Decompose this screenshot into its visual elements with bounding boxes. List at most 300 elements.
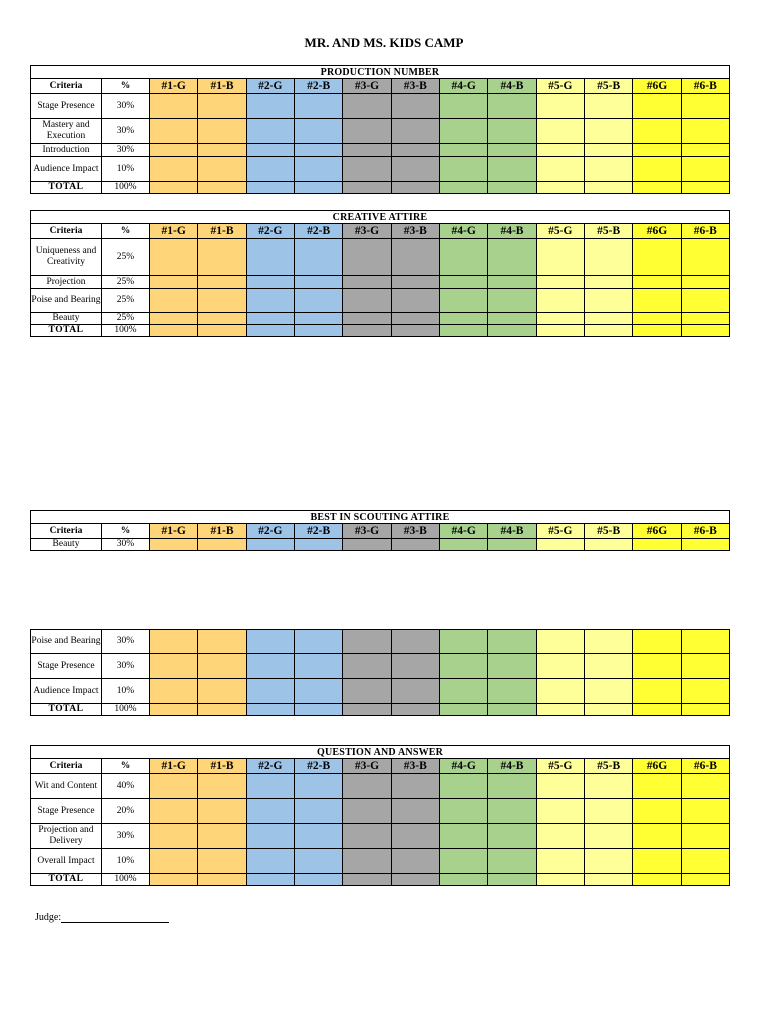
score-cell[interactable] [294,94,342,119]
score-cell[interactable] [536,119,584,144]
header-row [31,224,730,239]
score-cell[interactable] [343,144,391,157]
score-cell[interactable] [150,325,198,337]
score-cell[interactable] [584,144,632,157]
contestant-header: #2-G [246,224,294,239]
score-cell[interactable] [198,94,246,119]
score-cell[interactable] [343,704,391,716]
score-cell[interactable] [439,679,487,704]
score-cell[interactable] [584,276,632,289]
score-cell[interactable] [584,704,632,716]
score-cell[interactable] [681,289,729,313]
contestant-header: #4-B [488,759,536,774]
score-cell[interactable] [198,144,246,157]
score-cell[interactable] [198,182,246,194]
percent-cell: 30% [102,654,150,679]
score-cell[interactable] [439,157,487,182]
score-cell[interactable] [343,539,391,551]
score-cell[interactable] [150,774,198,799]
table-row-total [31,325,730,337]
score-cell[interactable] [343,774,391,799]
score-cell[interactable] [246,239,294,276]
contestant-header: #5-B [584,524,632,539]
score-cell[interactable] [488,182,536,194]
score-cell[interactable] [391,774,439,799]
score-cell[interactable] [633,824,681,849]
score-cell[interactable] [584,630,632,654]
score-cell[interactable] [633,144,681,157]
score-cell[interactable] [488,849,536,874]
score-cell[interactable] [681,679,729,704]
score-cell[interactable] [536,94,584,119]
score-cell[interactable] [488,313,536,325]
contestant-header: #4-G [439,224,487,239]
score-cell[interactable] [633,276,681,289]
score-cell[interactable] [246,874,294,886]
score-cell[interactable] [391,313,439,325]
score-cell[interactable] [439,276,487,289]
score-cell[interactable] [246,654,294,679]
score-cell[interactable] [343,654,391,679]
score-cell[interactable] [246,276,294,289]
score-cell[interactable] [584,539,632,551]
score-cell[interactable] [198,539,246,551]
score-cell[interactable] [294,144,342,157]
score-cell[interactable] [246,824,294,849]
score-cell[interactable] [488,679,536,704]
score-cell[interactable] [294,313,342,325]
score-cell[interactable] [681,849,730,874]
score-cell[interactable] [681,94,729,119]
table-row [31,774,730,799]
score-cell[interactable] [343,849,391,874]
percent-header: % [102,759,150,774]
score-cell[interactable] [488,539,536,551]
score-cell[interactable] [150,239,198,276]
score-cell[interactable] [633,704,681,716]
score-cell[interactable] [294,325,342,337]
score-cell[interactable] [198,704,246,716]
score-cell[interactable] [198,654,246,679]
score-cell[interactable] [584,119,632,144]
score-cell[interactable] [198,276,246,289]
score-cell[interactable] [343,289,391,313]
score-table-creative-attire [30,210,730,337]
score-cell[interactable] [198,874,246,886]
contestant-header: #6G [633,79,681,94]
score-cell[interactable] [439,704,487,716]
score-cell[interactable] [150,182,198,194]
score-cell[interactable] [584,182,632,194]
score-cell[interactable] [681,313,729,325]
score-cell[interactable] [150,679,198,704]
score-cell[interactable] [294,874,342,886]
header-row [31,759,730,774]
score-cell[interactable] [246,799,294,824]
score-cell[interactable] [198,799,246,824]
score-cell[interactable] [633,799,681,824]
score-cell[interactable] [536,654,584,679]
score-cell[interactable] [488,774,536,799]
score-cell[interactable] [246,182,294,194]
score-cell[interactable] [391,289,439,313]
score-cell[interactable] [150,276,198,289]
score-cell[interactable] [198,313,246,325]
score-cell[interactable] [150,704,198,716]
score-cell[interactable] [150,157,198,182]
table-row [31,239,730,276]
table-row [31,630,730,654]
criteria-cell: TOTAL [31,182,102,194]
score-cell[interactable] [439,774,487,799]
score-cell[interactable] [391,94,439,119]
score-cell[interactable] [246,289,294,313]
contestant-header: #4-G [439,79,487,94]
score-cell[interactable] [294,157,342,182]
section-caption: CREATIVE ATTIRE [31,211,730,224]
table-row [31,539,730,551]
score-cell[interactable] [246,679,294,704]
score-cell[interactable] [391,119,439,144]
score-cell[interactable] [633,119,681,144]
score-cell[interactable] [536,276,584,289]
criteria-cell: Stage Presence [31,654,102,679]
score-cell[interactable] [488,144,536,157]
score-cell[interactable] [246,119,294,144]
score-cell[interactable] [198,239,246,276]
score-cell[interactable] [536,289,584,313]
score-cell[interactable] [391,630,439,654]
score-cell[interactable] [150,144,198,157]
score-cell[interactable] [439,874,487,886]
contestant-header: #3-B [391,759,439,774]
contestant-header: #6-B [681,524,729,539]
score-cell[interactable] [633,849,681,874]
score-cell[interactable] [294,182,342,194]
score-cell[interactable] [246,630,294,654]
score-cell[interactable] [246,325,294,337]
score-cell[interactable] [198,824,246,849]
score-cell[interactable] [150,799,198,824]
score-cell[interactable] [439,630,487,654]
score-cell[interactable] [343,157,391,182]
score-cell[interactable] [681,325,729,337]
score-cell[interactable] [198,849,246,874]
score-cell[interactable] [150,289,198,313]
criteria-header: Criteria [31,79,102,94]
score-cell[interactable] [294,630,342,654]
contestant-header: #2-G [246,759,294,774]
score-cell[interactable] [439,239,487,276]
score-cell[interactable] [488,874,536,886]
score-cell[interactable] [294,289,342,313]
score-cell[interactable] [198,630,246,654]
score-cell[interactable] [488,824,536,849]
score-cell[interactable] [391,849,439,874]
percent-cell: 100% [102,874,150,886]
percent-cell: 30% [102,539,150,551]
score-cell[interactable] [150,874,198,886]
score-cell[interactable] [536,239,584,276]
percent-cell: 10% [102,849,150,874]
score-cell[interactable] [488,276,536,289]
score-cell[interactable] [681,630,729,654]
criteria-cell: Beauty [31,313,102,325]
score-cell[interactable] [294,539,342,551]
score-cell[interactable] [633,313,681,325]
score-cell[interactable] [439,824,487,849]
score-cell[interactable] [536,144,584,157]
contestant-header: #1-B [198,759,246,774]
score-cell[interactable] [246,849,294,874]
score-cell[interactable] [536,679,584,704]
score-cell[interactable] [439,799,487,824]
page-title: MR. AND MS. KIDS CAMP [304,35,464,50]
score-cell[interactable] [150,630,198,654]
score-cell[interactable] [488,704,536,716]
score-cell[interactable] [343,824,391,849]
score-cell[interactable] [584,774,632,799]
score-cell[interactable] [584,239,632,276]
contestant-header: #5-B [584,224,632,239]
score-cell[interactable] [633,239,681,276]
score-cell[interactable] [294,704,342,716]
score-cell[interactable] [633,874,681,886]
score-cell[interactable] [488,799,536,824]
score-cell[interactable] [439,654,487,679]
score-cell[interactable] [439,849,487,874]
score-cell[interactable] [294,849,342,874]
score-cell[interactable] [488,325,536,337]
score-cell[interactable] [343,276,391,289]
score-cell[interactable] [681,824,730,849]
score-cell[interactable] [584,325,632,337]
score-cell[interactable] [681,774,730,799]
score-cell[interactable] [343,182,391,194]
criteria-cell: Introduction [31,144,102,157]
score-cell[interactable] [294,276,342,289]
score-cell[interactable] [150,824,198,849]
score-cell[interactable] [488,119,536,144]
score-cell[interactable] [439,289,487,313]
score-cell[interactable] [633,774,681,799]
score-cell[interactable] [391,799,439,824]
score-cell[interactable] [633,539,681,551]
score-cell[interactable] [294,654,342,679]
score-cell[interactable] [246,94,294,119]
score-cell[interactable] [681,239,729,276]
contestant-header: #1-G [150,79,198,94]
contestant-header: #3-B [391,79,439,94]
score-cell[interactable] [536,325,584,337]
score-cell[interactable] [391,325,439,337]
score-cell[interactable] [536,157,584,182]
score-cell[interactable] [150,94,198,119]
score-cell[interactable] [246,539,294,551]
score-cell[interactable] [536,824,584,849]
score-cell[interactable] [246,774,294,799]
score-cell[interactable] [439,119,487,144]
contestant-header: #6-B [681,224,729,239]
score-cell[interactable] [681,144,729,157]
score-cell[interactable] [246,704,294,716]
score-cell[interactable] [633,654,681,679]
score-cell[interactable] [488,289,536,313]
score-cell[interactable] [536,799,584,824]
score-cell[interactable] [391,144,439,157]
score-cell[interactable] [536,849,584,874]
score-cell[interactable] [343,325,391,337]
score-cell[interactable] [391,239,439,276]
score-cell[interactable] [198,119,246,144]
score-cell[interactable] [198,774,246,799]
score-cell[interactable] [536,874,584,886]
score-cell[interactable] [584,799,632,824]
score-cell[interactable] [633,182,681,194]
score-cell[interactable] [536,313,584,325]
score-cell[interactable] [391,679,439,704]
score-cell[interactable] [391,704,439,716]
percent-cell: 30% [102,824,150,849]
score-cell[interactable] [294,119,342,144]
score-cell[interactable] [294,799,342,824]
score-cell[interactable] [439,94,487,119]
score-cell[interactable] [198,679,246,704]
criteria-cell: Projection and Delivery [31,824,102,849]
score-cell[interactable] [584,157,632,182]
score-cell[interactable] [584,654,632,679]
score-cell[interactable] [391,157,439,182]
score-cell[interactable] [681,157,729,182]
score-cell[interactable] [391,824,439,849]
score-cell[interactable] [488,654,536,679]
contestant-header: #5-B [584,79,632,94]
contestant-header: #6G [633,759,681,774]
percent-header: % [102,79,150,94]
table-row [31,289,730,313]
score-cell[interactable] [488,630,536,654]
table-row [31,824,730,849]
score-cell[interactable] [150,539,198,551]
score-cell[interactable] [198,289,246,313]
score-cell[interactable] [391,276,439,289]
percent-cell: 40% [102,774,150,799]
score-cell[interactable] [584,679,632,704]
score-cell[interactable] [246,157,294,182]
score-cell[interactable] [150,313,198,325]
score-cell[interactable] [536,774,584,799]
score-cell[interactable] [343,94,391,119]
header-row [31,524,730,539]
score-cell[interactable] [294,824,342,849]
contestant-header: #1-G [150,524,198,539]
score-cell[interactable] [633,157,681,182]
score-cell[interactable] [439,182,487,194]
score-cell[interactable] [294,239,342,276]
score-cell[interactable] [584,289,632,313]
score-cell[interactable] [633,630,681,654]
score-cell[interactable] [633,325,681,337]
score-cell[interactable] [391,654,439,679]
contestant-header: #6-B [681,759,730,774]
score-cell[interactable] [681,654,729,679]
score-cell[interactable] [391,874,439,886]
score-cell[interactable] [681,874,730,886]
table-row [31,276,730,289]
score-cell[interactable] [343,119,391,144]
contestant-header: #2-B [294,79,342,94]
score-cell[interactable] [584,94,632,119]
score-cell[interactable] [633,679,681,704]
percent-cell: 100% [102,704,150,716]
judge-blank[interactable] [61,912,169,923]
score-cell[interactable] [246,313,294,325]
score-cell[interactable] [584,824,632,849]
section-caption: BEST IN SCOUTING ATTIRE [31,511,730,524]
score-cell[interactable] [343,874,391,886]
score-cell[interactable] [246,144,294,157]
score-cell[interactable] [439,539,487,551]
score-cell[interactable] [681,539,729,551]
score-cell[interactable] [681,799,730,824]
score-cell[interactable] [439,144,487,157]
score-cell[interactable] [488,157,536,182]
score-cell[interactable] [536,182,584,194]
score-cell[interactable] [681,182,729,194]
score-cell[interactable] [681,704,729,716]
contestant-header: #1-B [198,224,246,239]
score-cell[interactable] [391,182,439,194]
score-cell[interactable] [439,325,487,337]
score-cell[interactable] [536,539,584,551]
score-cell[interactable] [150,119,198,144]
score-cell[interactable] [294,774,342,799]
score-cell[interactable] [536,630,584,654]
score-cell[interactable] [343,313,391,325]
score-cell[interactable] [584,874,632,886]
score-cell[interactable] [294,679,342,704]
score-cell[interactable] [391,539,439,551]
score-cell[interactable] [488,239,536,276]
contestant-header: #3-B [391,224,439,239]
criteria-cell: TOTAL [31,704,102,716]
criteria-cell: Poise and Bearing [31,630,102,654]
score-cell[interactable] [584,313,632,325]
score-cell[interactable] [343,630,391,654]
score-cell[interactable] [198,157,246,182]
score-cell[interactable] [681,119,729,144]
criteria-cell: Overall Impact [31,849,102,874]
score-cell[interactable] [198,325,246,337]
section-caption: PRODUCTION NUMBER [31,66,730,79]
score-cell[interactable] [536,704,584,716]
score-cell[interactable] [488,94,536,119]
score-cell[interactable] [681,276,729,289]
score-cell[interactable] [439,313,487,325]
score-cell[interactable] [150,849,198,874]
score-cell[interactable] [343,679,391,704]
score-cell[interactable] [633,94,681,119]
score-cell[interactable] [633,289,681,313]
percent-cell: 25% [102,289,150,313]
score-cell[interactable] [343,799,391,824]
score-cell[interactable] [150,654,198,679]
criteria-cell: Beauty [31,539,102,551]
header-row [31,79,730,94]
score-cell[interactable] [343,239,391,276]
criteria-cell: TOTAL [31,325,102,337]
score-cell[interactable] [584,849,632,874]
